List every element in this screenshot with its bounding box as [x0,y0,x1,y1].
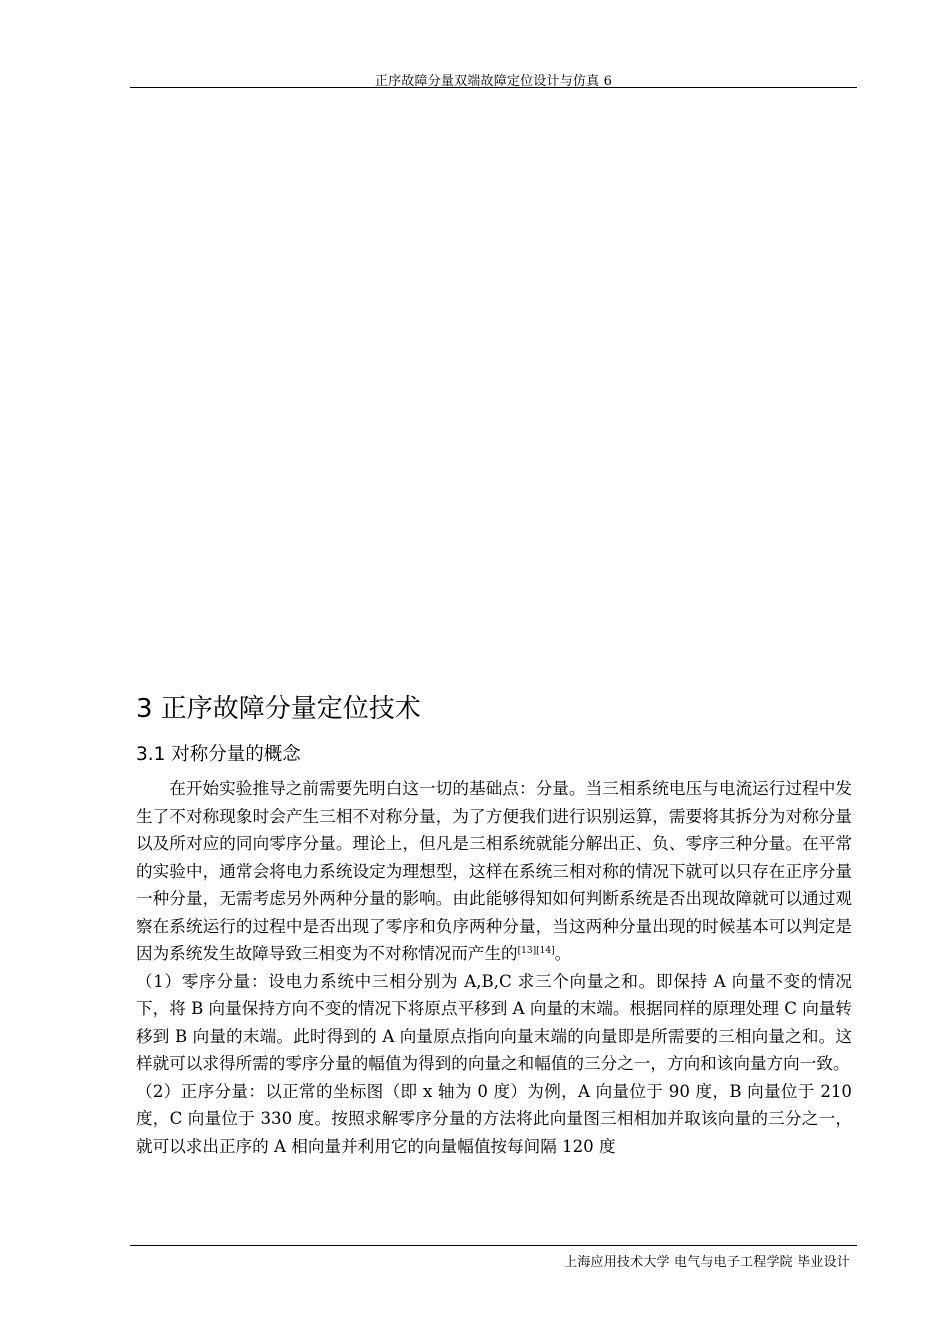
paragraph-symmetric-components [136,775,852,968]
paragraph-positive-sequence: （2）正序分量：以正常的坐标图（即 x 轴为 0 度）为例，A 向量位于 90 度，B 向量位于 210 度，C 向量位于 330 度。按照求解零序分量的方法将此向量图三相相加并取该向量的三分之一，就可以求出正序的 A 相向量并利用它的向量幅值按每间隔 120 度 [136,1081,852,1156]
paragraph-zero-sequence: （1）零序分量：设电力系统中三相分别为 A,B,C 求三个向量之和。即保持 A 向量不变的情况下，将 B 向量保持方向不变的情况下将原点平移到 A 向量的末端。根据同样的原理处理 C 向量转移到 B 向量的末端。此时得到的 A 向量原点指向向量末端的向量即是所需要的三相向量之和。这样就可以求得所需的零序分量的幅值为得到的向量之和幅值的三分之一，方向和该向量方向一致。 [136,971,852,1073]
body-text [136,775,852,1160]
paragraph-text: 在开始实验推导之前需要先明白这一切的基础点：分量。当三相系统电压与电流运行过程中发生了不对称现象时会产生三相不对称分量，为了方便我们进行识别运算，需要将其拆分为对称分量以及所对应的同向零序分量。理论上，但凡是三相系统就能分解出正、负、零序三种分量。在平常的实验中，通常会将电力系统设定为理想型，这样在系统三相对称的情况下就可以只存在正序分量一种分量，无需考虑另外两种分量的影响。由此能够得知如何判断系统是否出现故障就可以通过观察在系统运行的过程中是否出现了零序和负序两种分量，当这两种分量出现的时候基本可以判定是因为系统发生故障导致三相变为不对称情况而产生的 [136,779,852,963]
paragraph-end: 。 [554,944,572,963]
section-title: 3.1 对称分量的概念 [136,744,301,765]
running-header: 正序故障分量双端故障定位设计与仿真 6 [374,74,613,89]
chapter-title: 3 正序故障分量定位技术 [136,694,421,724]
running-footer: 上海应用技术大学 电气与电子工程学院 毕业设计 [564,1255,850,1270]
footer-divider [130,1245,857,1246]
header-divider [130,87,857,88]
citation: [13][14] [517,946,555,956]
